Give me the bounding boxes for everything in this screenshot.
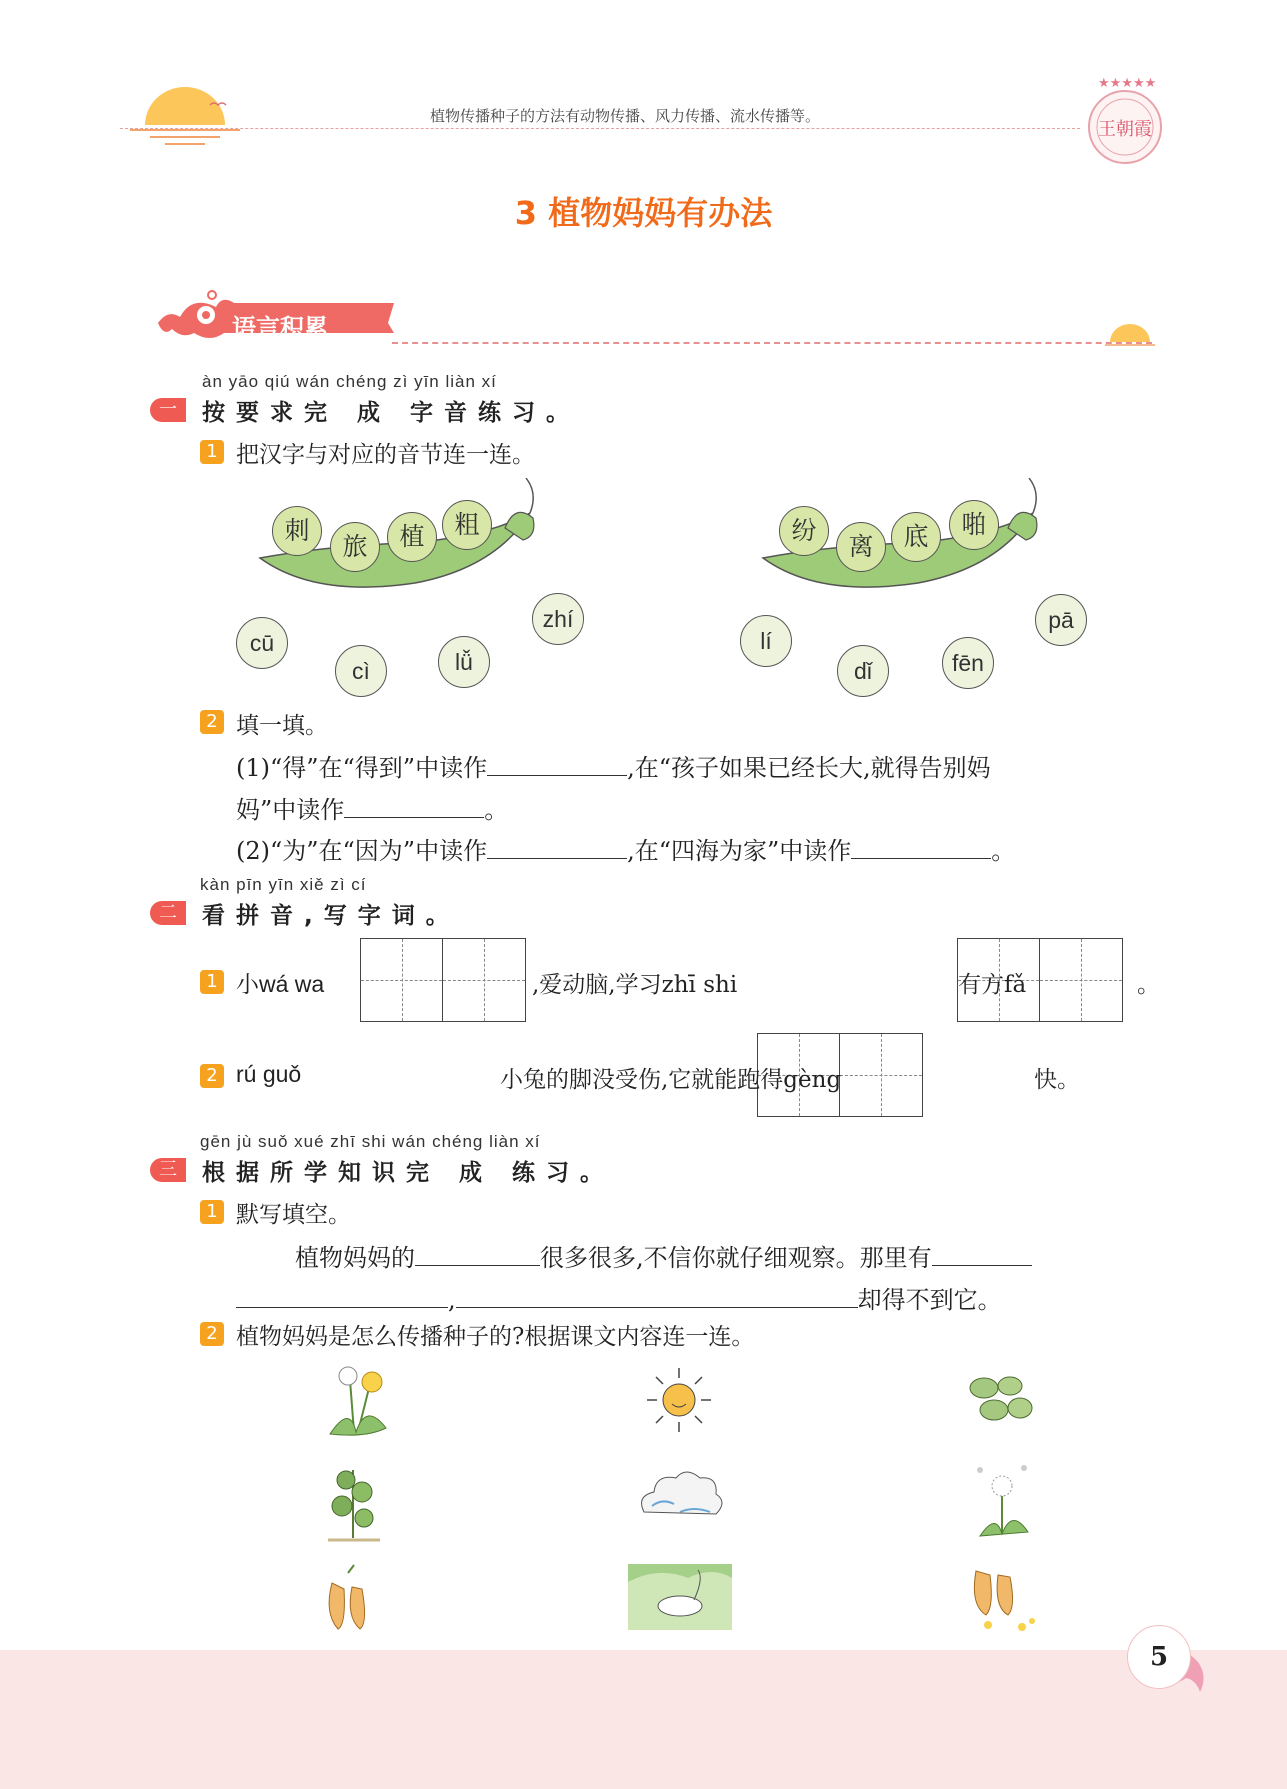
writing-grid[interactable] bbox=[360, 938, 526, 1022]
s2-q1-text-d: 。 bbox=[1137, 972, 1160, 998]
syllable-circle[interactable]: dǐ bbox=[837, 645, 889, 697]
dandelion-seeds-icon[interactable] bbox=[966, 1460, 1041, 1540]
lesson-title: 3 植物妈妈有办法 bbox=[514, 194, 773, 232]
syllable-circle[interactable]: cì bbox=[335, 645, 387, 697]
line-text: 很多很多,不信你就仔细观察。那里有 bbox=[540, 1244, 932, 1272]
header-text: 植物传播种子的方法有动物传播、风力传播、流水传播等。 bbox=[430, 107, 821, 125]
s2-q1-number: 1 bbox=[200, 970, 224, 994]
answer-blank[interactable] bbox=[851, 836, 991, 859]
line-text: 妈”中读作 bbox=[236, 796, 345, 824]
section-1-pinyin: àn yāo qiú wán chéng zì yīn liàn xí bbox=[202, 372, 497, 391]
line-text: , bbox=[448, 1286, 456, 1314]
syllable-circle[interactable]: lǚ bbox=[438, 636, 490, 688]
section-2-pinyin: kàn pīn yīn xiě zì cí bbox=[200, 875, 367, 894]
sun-icon[interactable] bbox=[642, 1364, 717, 1436]
line-text: ,在“四海为家”中读作 bbox=[627, 837, 852, 865]
s3-q1-number: 1 bbox=[200, 1200, 224, 1224]
section-1-number: 一 bbox=[150, 398, 186, 422]
s1-q2-text: 填一填。 bbox=[236, 713, 328, 739]
s2-q2-text-a: rú guǒ bbox=[236, 1061, 302, 1087]
line-text: (2)“为”在“因为”中读作 bbox=[236, 837, 488, 865]
section-3-pinyin: gēn jù suǒ xué zhī shi wán chéng liàn xí bbox=[200, 1132, 541, 1151]
s2-q2-text-c: 快。 bbox=[1034, 1067, 1080, 1093]
grid-cell[interactable] bbox=[361, 939, 443, 1021]
s1-q2-line3 bbox=[236, 831, 1015, 866]
wind-cloud-icon[interactable] bbox=[634, 1468, 726, 1530]
answer-blank[interactable] bbox=[456, 1285, 858, 1308]
answer-blank[interactable] bbox=[344, 795, 484, 818]
s1-q1-text: 把汉字与对应的音节连一连。 bbox=[236, 442, 535, 468]
pea-char: 离 bbox=[836, 522, 886, 572]
svg-text:★★★★★: ★★★★★ bbox=[1098, 76, 1157, 91]
section-banner-label: 语言积累 bbox=[232, 314, 328, 342]
banner-divider bbox=[392, 342, 1152, 344]
section-3-title: 根据所学知识完 成 练习。 bbox=[202, 1160, 615, 1186]
s2-q1-text-b: ,爱动脑,学习zhī shi bbox=[532, 972, 738, 998]
pea-char: 粗 bbox=[442, 500, 492, 550]
s2-q1-text-c: 有方fǎ bbox=[958, 972, 1027, 998]
small-sun-icon bbox=[1105, 312, 1155, 352]
grid-cell[interactable] bbox=[840, 1034, 922, 1116]
section-3-number: 三 bbox=[150, 1158, 186, 1182]
line-text: 。 bbox=[484, 796, 509, 824]
syllable-circle[interactable]: lí bbox=[740, 615, 792, 667]
dandelion-plant-icon[interactable] bbox=[320, 1360, 400, 1440]
line-text: 。 bbox=[991, 837, 1016, 865]
animal-rabbit-meadow-icon[interactable] bbox=[628, 1560, 732, 1632]
s2-q2-text-b: 小兔的脚没受伤,它就能跑得gèng bbox=[500, 1067, 842, 1093]
pea-char: 啪 bbox=[949, 500, 999, 550]
answer-blank[interactable] bbox=[487, 753, 627, 776]
grid-cell[interactable] bbox=[443, 939, 525, 1021]
s1-q1-number: 1 bbox=[200, 440, 224, 464]
answer-blank[interactable] bbox=[487, 836, 627, 859]
cocklebur-plant-icon[interactable] bbox=[318, 1460, 388, 1545]
footer-background bbox=[0, 1650, 1287, 1789]
header-divider bbox=[120, 128, 1080, 129]
s1-q2-line1 bbox=[236, 748, 991, 783]
section-2-number: 二 bbox=[150, 901, 186, 925]
pea-pods-plant-icon[interactable] bbox=[318, 1563, 388, 1633]
s3-q1-line2 bbox=[236, 1280, 1002, 1315]
answer-blank[interactable] bbox=[932, 1243, 1032, 1266]
syllable-circle[interactable]: pā bbox=[1035, 594, 1087, 646]
grid-cell[interactable] bbox=[1040, 939, 1122, 1021]
line-text: (1)“得”在“得到”中读作 bbox=[236, 754, 488, 782]
spiky-seeds-icon[interactable] bbox=[962, 1366, 1042, 1432]
page-number: 5 bbox=[1127, 1625, 1191, 1689]
pea-char: 纷 bbox=[779, 506, 829, 556]
sunrise-logo-icon bbox=[130, 80, 240, 150]
line-text: 植物妈妈的 bbox=[295, 1244, 415, 1272]
line-text: 却得不到它。 bbox=[857, 1286, 1002, 1314]
s2-q1-text-a: 小wá wa bbox=[236, 971, 325, 997]
syllable-circle[interactable]: zhí bbox=[532, 593, 584, 645]
pea-char: 植 bbox=[387, 512, 437, 562]
publisher-seal-logo bbox=[1080, 75, 1170, 165]
s3-q2-number: 2 bbox=[200, 1322, 224, 1346]
syllable-circle[interactable]: cū bbox=[236, 617, 288, 669]
answer-blank[interactable] bbox=[415, 1243, 540, 1266]
answer-blank[interactable] bbox=[236, 1285, 448, 1308]
s2-q2-number: 2 bbox=[200, 1064, 224, 1088]
pea-char: 刺 bbox=[272, 506, 322, 556]
pea-char: 底 bbox=[891, 512, 941, 562]
svg-text:王朝霞: 王朝霞 bbox=[1098, 119, 1152, 140]
s3-q2-text: 植物妈妈是怎么传播种子的?根据课文内容连一连。 bbox=[236, 1324, 755, 1350]
pea-char: 旅 bbox=[330, 522, 380, 572]
s1-q2-number: 2 bbox=[200, 710, 224, 734]
s1-q2-line2 bbox=[236, 790, 508, 825]
line-text: ,在“孩子如果已经长大,就得告别妈 bbox=[627, 754, 991, 782]
syllable-circle[interactable]: fēn bbox=[942, 637, 994, 689]
s3-q1-line1 bbox=[295, 1238, 1032, 1273]
section-2-title: 看拼音,写字词。 bbox=[202, 903, 460, 929]
bursting-pods-icon[interactable] bbox=[966, 1555, 1041, 1635]
section-1-title: 按要求完 成 字音练习。 bbox=[202, 400, 581, 426]
s3-q1-text: 默写填空。 bbox=[236, 1202, 351, 1228]
